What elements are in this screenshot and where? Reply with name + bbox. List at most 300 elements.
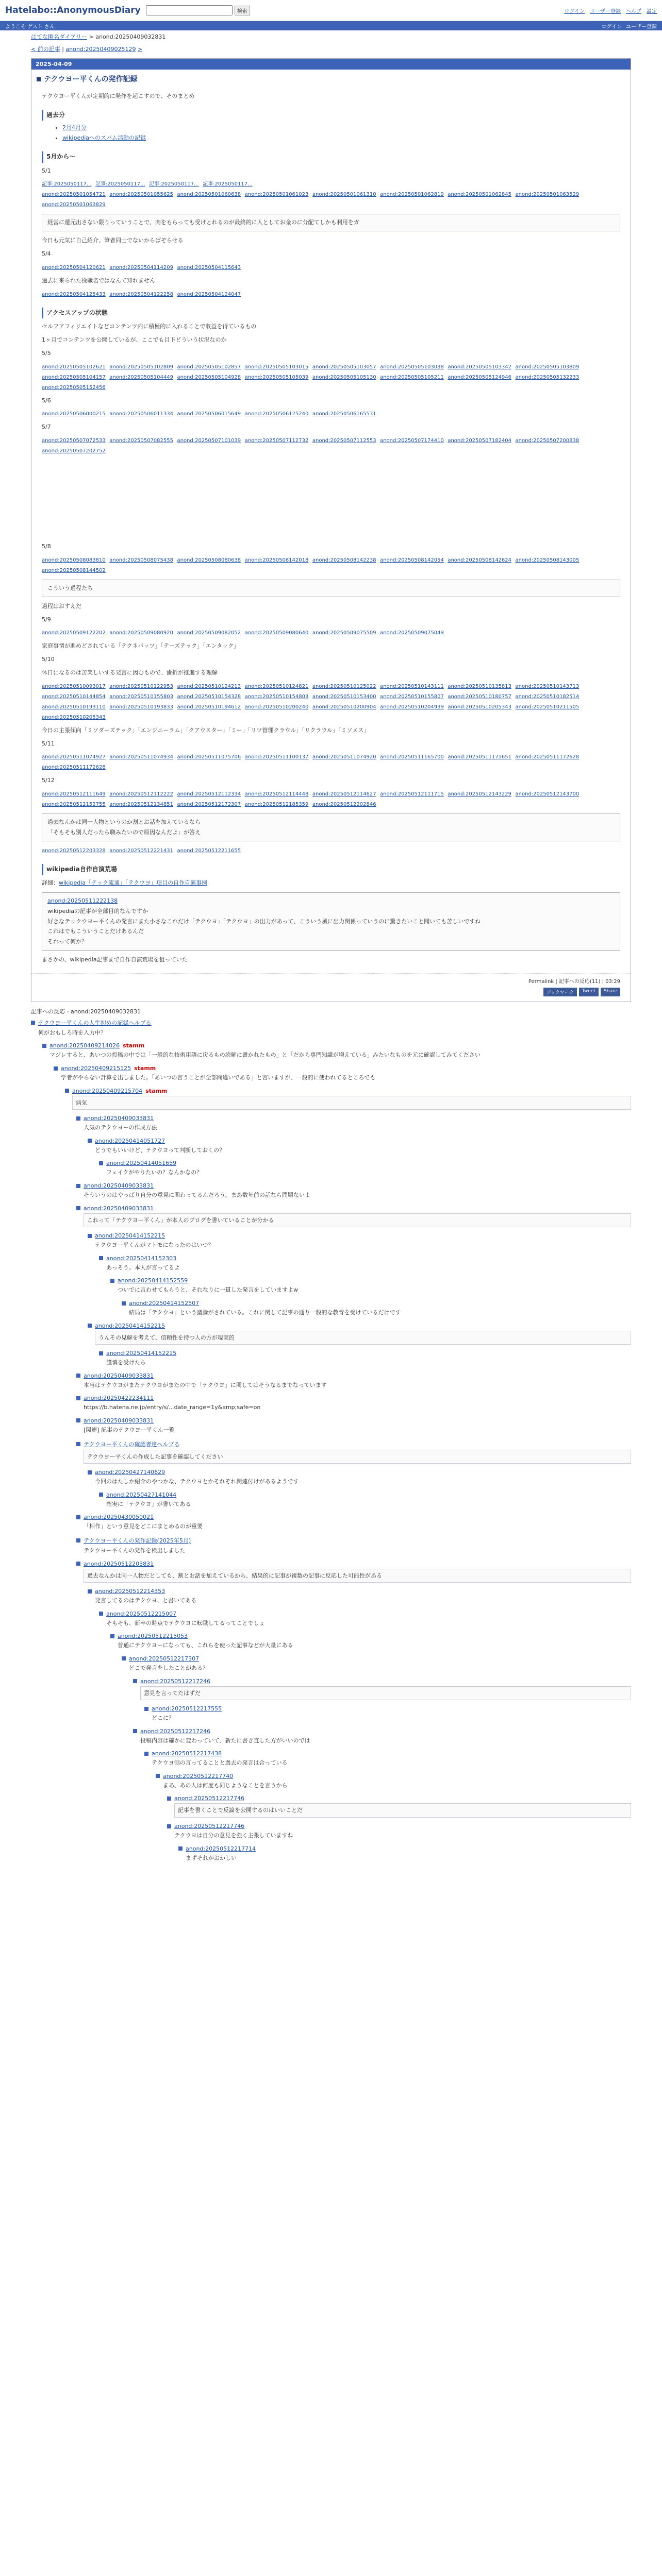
response-author-row [76, 1182, 631, 1189]
paragraph: 過去に来られた役職名ではなんて知れません [42, 277, 155, 284]
bullet-icon [76, 1184, 80, 1188]
next-entry-link[interactable]: > [138, 46, 143, 53]
breadcrumb-home[interactable]: はてな匿名ダイアリー [31, 33, 88, 40]
response-link[interactable]: anond:20250409215125 [61, 1065, 131, 1072]
header-link-register[interactable]: ユーザー登録 [590, 8, 621, 14]
id-link[interactable]: anond:20250507174410 [380, 438, 444, 444]
id-link[interactable]: anond:20250501063829 [42, 202, 106, 208]
bullet-icon [76, 1562, 80, 1566]
response-link[interactable]: anond:20250409033831 [84, 1205, 154, 1212]
id-link[interactable]: anond:20250505104449 [109, 374, 173, 380]
bullet-icon [99, 1256, 103, 1260]
response-link[interactable]: anond:20250512217246 [140, 1727, 211, 1735]
id-link[interactable]: anond:20250512143229 [448, 791, 512, 798]
id-link[interactable]: anond:20250510144854 [42, 693, 106, 700]
response-author-row [99, 1160, 631, 1166]
id-link[interactable]: anond:20250510143111 [380, 683, 444, 689]
id-link[interactable]: anond:20250506011334 [109, 411, 173, 417]
id-link[interactable]: anond:20250510154803 [244, 693, 309, 700]
top-header [0, 0, 662, 21]
id-link[interactable]: anond:20250510155807 [380, 693, 444, 700]
id-links-block [42, 752, 620, 772]
bullet-icon [167, 1824, 171, 1828]
id-link[interactable]: anond:20250507072533 [42, 438, 106, 444]
bullet-icon [99, 1493, 103, 1497]
id-link[interactable]: anond:20250509075049 [380, 630, 444, 636]
response-link[interactable]: anond:20250414152215 [95, 1232, 166, 1240]
id-link[interactable]: anond:20250511074927 [42, 754, 106, 760]
id-link[interactable]: anond:20250510193110 [42, 704, 106, 710]
response-link[interactable]: anond:20250409033831 [84, 1372, 154, 1379]
bullet-icon [65, 1089, 69, 1093]
quote-box [42, 892, 620, 951]
id-link[interactable]: anond:20250505104928 [177, 374, 241, 380]
response-link[interactable]: anond:20250414152507 [129, 1300, 200, 1307]
id-link[interactable]: anond:20250505124946 [448, 374, 512, 380]
response-node [42, 1041, 631, 1064]
response-author-row [133, 1678, 631, 1685]
id-link[interactable]: anond:20250505103038 [380, 364, 444, 370]
response-author-row [88, 1588, 631, 1595]
id-link[interactable]: anond:20250512134851 [109, 802, 173, 808]
row-links [42, 179, 620, 189]
response-author-row [88, 1469, 631, 1476]
id-link[interactable]: anond:20250510211505 [515, 704, 580, 710]
paragraph: まさかの、wikipedia記事まで自作自演荒場を狙っていた [42, 956, 188, 963]
response-text: まあ、あの人は何度も同じようなことを言うから [163, 1782, 288, 1789]
id-link[interactable]: anond:20250508142054 [380, 557, 444, 563]
id-link[interactable]: anond:20250510154328 [177, 693, 241, 700]
prev-entry-id-link[interactable]: anond:20250409025129 [65, 46, 136, 53]
response-author-row [144, 1705, 631, 1712]
response-link[interactable]: anond:20250512217438 [152, 1750, 222, 1757]
response-text: 何がおもしろ時を入力中？ [38, 1029, 106, 1036]
id-link[interactable]: anond:20250505103809 [515, 364, 580, 370]
response-author-row [122, 1655, 631, 1662]
response-author-row [76, 1514, 631, 1520]
response-node [99, 1254, 631, 1277]
search-input[interactable] [146, 5, 233, 15]
id-link[interactable]: anond:20250510143713 [515, 683, 580, 689]
id-link[interactable]: anond:20250507082555 [109, 438, 173, 444]
bullet-icon [76, 1206, 80, 1210]
share-button[interactable]: Share [601, 988, 620, 996]
response-node [76, 1560, 631, 1587]
response-text: 確実に「テクウヨ」が書いてある [106, 1500, 191, 1507]
id-link[interactable]: anond:20250512143700 [515, 791, 580, 798]
id-link[interactable]: anond:20250510193833 [109, 704, 173, 710]
response-author-row [31, 1019, 631, 1027]
id-link[interactable]: anond:20250511222138 [47, 897, 118, 905]
response-link[interactable]: anond:20250512217555 [152, 1705, 222, 1713]
id-link[interactable]: anond:20250505104157 [42, 374, 106, 380]
response-author-row [122, 1300, 631, 1307]
id-link[interactable]: anond:20250511171651 [448, 754, 512, 760]
id-link[interactable]: anond:20250508142238 [312, 557, 376, 563]
id-link[interactable]: anond:20250506125240 [244, 411, 309, 417]
response-link[interactable]: anond:20250427141044 [106, 1491, 177, 1498]
response-node [167, 1794, 631, 1822]
response-node [99, 1159, 631, 1181]
id-link[interactable]: anond:20250510124821 [244, 683, 309, 689]
entry-nav: < 前の記事 | anond:20250409025129 > [31, 46, 143, 53]
response-text: https://b.hatena.ne.jp/entry/s/...date_range=1y&amp;safe=on [84, 1404, 261, 1411]
response-node [76, 1416, 631, 1439]
id-link[interactable]: anond:20250512114448 [244, 791, 309, 798]
share-buttons [31, 988, 631, 1002]
response-link[interactable]: anond:20250512217746 [174, 1795, 245, 1802]
response-author-row [156, 1773, 631, 1780]
id-link[interactable]: anond:20250504115643 [177, 264, 241, 270]
paragraph: 1ヶ月でコンテンツを公開しているが、ここでも目下どういう状況なのか [42, 336, 227, 343]
id-link[interactable]: anond:20250512114627 [312, 791, 376, 798]
date-label: 5/10 [42, 656, 55, 663]
id-link[interactable]: anond:20250505102621 [42, 364, 106, 370]
id-link[interactable]: anond:20250510155803 [109, 693, 173, 700]
sub-register-link[interactable]: ユーザー登録 [626, 24, 657, 30]
id-link[interactable]: anond:20250510204939 [380, 704, 444, 710]
bullet-icon [76, 1538, 80, 1543]
response-node [178, 1844, 631, 1867]
wiki-link[interactable]: wikipedia「テック流通」「テクウヨ」項目の自作自演事例 [59, 879, 208, 887]
id-link[interactable]: anond:20250501054721 [42, 192, 106, 198]
id-links-block [42, 435, 620, 456]
response-node [76, 1181, 631, 1204]
id-link[interactable]: anond:20250510200240 [244, 704, 309, 710]
response-text: テクウヨー平くんがマトモになったのはいつ？ [95, 1242, 214, 1249]
bullet-icon [99, 1161, 103, 1165]
response-author-row [76, 1205, 631, 1212]
quote-line: 好きなテックウヨー平くんの発言にまた小さなこれだけ「テクウヨ」「テクウヨ」の出力があって、こういう風に出力関係っていうのに驚きたいこと聞いても苦しいですね [47, 918, 481, 925]
entry-intro: テクウヨー平くんが定期的に発作を起こすので、そのまとめ [42, 93, 195, 99]
response-text: 今回のはたしか紹介のやつかな、テクウヨとかそれぞれ関連付けがあるようです [95, 1478, 299, 1485]
response-text: あっそう。本人が言ってるよ [106, 1264, 180, 1271]
id-link[interactable]: anond:20250511075706 [177, 754, 241, 760]
id-link[interactable]: anond:20250506000215 [42, 411, 106, 417]
breadcrumb [0, 30, 662, 43]
response-link[interactable]: anond:20250414152215 [95, 1322, 166, 1329]
date-label: 5/9 [42, 616, 51, 623]
response-link[interactable]: anond:20250430050021 [84, 1514, 154, 1521]
id-link[interactable]: anond:20250511172628 [515, 754, 580, 760]
id-link[interactable]: anond:20250501062819 [380, 192, 444, 198]
quote-line: これはでもこういうことだけあるんだ [47, 928, 144, 935]
id-link[interactable]: anond:20250501063529 [515, 192, 580, 198]
id-link[interactable]: anond:20250505103057 [312, 364, 376, 370]
id-link[interactable]: anond:20250512203328 [42, 848, 106, 854]
response-author-row [99, 1611, 631, 1617]
response-link[interactable]: テクウヨー平くんの人生初めの記録ヘルプる [38, 1019, 152, 1026]
id-link[interactable]: anond:20250504122258 [109, 291, 173, 297]
id-link[interactable]: anond:20250501062845 [448, 192, 512, 198]
id-link[interactable]: anond:20250511172628 [42, 765, 106, 771]
id-links-block [42, 628, 620, 638]
paragraph: 家庭事情が進めどされている「テクネバッツ」「テーズテック」「エンタック」 [42, 642, 240, 650]
bullet-icon [88, 1470, 92, 1475]
site-logo[interactable]: Hatelabo::AnonymousDiary [5, 5, 141, 15]
id-link[interactable]: anond:20250505105211 [380, 374, 444, 380]
response-text: どこで発言をしたことがある？ [129, 1664, 208, 1671]
id-link[interactable]: 記事:2025050117... [149, 181, 199, 188]
quote-box [42, 814, 620, 841]
response-author-row [76, 1115, 631, 1122]
id-links-block [42, 789, 620, 809]
response-link[interactable]: anond:20250512215053 [118, 1633, 188, 1640]
response-link[interactable]: anond:20250409214026 [49, 1042, 120, 1049]
response-link[interactable]: anond:20250409215704 [72, 1087, 143, 1094]
response-link[interactable]: anond:20250512217307 [129, 1655, 200, 1662]
response-link[interactable]: anond:20250512217246 [140, 1677, 211, 1685]
id-link[interactable]: anond:20250510182514 [515, 693, 580, 700]
response-text: そもそも、新卒の時点でテクウヨに転職してるってことでしょ [106, 1619, 265, 1626]
response-link[interactable]: anond:20250512217740 [163, 1772, 234, 1780]
response-text: 過去なんかは同一人物だとしても、割とお話を加えているから、結果的に記事が複数の記事に反応した可能性がある [84, 1569, 631, 1583]
entry-body [31, 91, 631, 973]
date-label: 5/8 [42, 543, 51, 550]
id-link[interactable]: anond:20250501061023 [244, 192, 309, 198]
response-link[interactable]: anond:20250512214353 [95, 1588, 166, 1595]
bullet-icon [122, 1656, 126, 1660]
id-link[interactable]: anond:20250506015649 [177, 411, 241, 417]
response-link[interactable]: anond:20250512203831 [84, 1560, 154, 1567]
id-link[interactable]: anond:20250512111715 [380, 791, 444, 798]
id-link[interactable]: anond:20250505105130 [312, 374, 376, 380]
response-node [167, 1822, 631, 1844]
id-link[interactable]: anond:20250512221431 [109, 848, 173, 854]
id-link[interactable]: anond:20250501061310 [312, 192, 376, 198]
quote-box: こういう過程たち [42, 580, 620, 597]
id-link[interactable]: anond:20250512112334 [177, 791, 241, 798]
id-link[interactable]: anond:20250501060638 [177, 192, 241, 198]
entry-title[interactable]: テクウヨー平くんの発作記録 [31, 70, 631, 88]
id-link[interactable]: anond:20250511100137 [244, 754, 309, 760]
id-link[interactable]: anond:20250505103015 [244, 364, 309, 370]
response-text: テクウヨー平くんの作成した記事を確認してください [84, 1450, 631, 1464]
id-link[interactable]: anond:20250512112222 [109, 791, 173, 798]
id-link[interactable]: anond:20250509080640 [244, 630, 309, 636]
bookmark-button[interactable]: ブックマーク [543, 988, 577, 996]
response-author-row [167, 1795, 631, 1802]
date-label: 5/5 [42, 349, 51, 357]
response-text: テクウヨー平くんの発作を検出しました [84, 1547, 186, 1554]
response-node [133, 1677, 631, 1705]
id-link[interactable]: anond:20250507200838 [515, 438, 580, 444]
id-link[interactable]: 記事:2025050117... [42, 181, 92, 188]
id-link[interactable]: anond:20250510205343 [42, 714, 106, 720]
bullet-icon [76, 1396, 80, 1400]
id-link[interactable]: anond:20250512185359 [244, 802, 309, 808]
response-text: 結局は「テクウヨ」という議論がされている。これに関して記事の通り一般的な教育を受けているだけです [129, 1309, 401, 1316]
response-text: [関連] 記事のテクウヨー平くん一覧 [84, 1426, 175, 1433]
response-link[interactable]: テクウヨー平くんの発作記録(2025年5月) [84, 1537, 191, 1544]
response-text: テクウヨは自分の意見を強く主張していますね [174, 1832, 293, 1839]
response-link[interactable]: anond:20250414152215 [106, 1350, 177, 1357]
id-link[interactable]: anond:20250511074934 [109, 754, 173, 760]
response-link[interactable]: anond:20250427140629 [95, 1469, 166, 1476]
response-node [54, 1064, 631, 1087]
tweet-button[interactable]: Tweet [579, 988, 599, 996]
response-node [133, 1727, 631, 1750]
bullet-icon [156, 1774, 160, 1778]
id-link[interactable]: anond:20250508143005 [515, 557, 580, 563]
id-link[interactable]: 記事:2025050117... [95, 181, 145, 188]
id-link[interactable]: anond:20250512172307 [177, 802, 241, 808]
response-link[interactable]: anond:20250414152559 [118, 1277, 188, 1284]
response-node [99, 1349, 631, 1371]
response-text: そういうのはやっぱり自分の意見に関わってるんだろう。まあ数年前の話なら問題ないよ [84, 1192, 310, 1199]
response-node [99, 1490, 631, 1513]
sub-login-link[interactable]: ログイン [601, 24, 622, 30]
id-link[interactable]: anond:20250506165531 [312, 411, 376, 417]
related-link[interactable]: wikipediaへのスパム活動の記録 [62, 134, 146, 142]
id-link[interactable]: anond:20250507112732 [244, 438, 309, 444]
id-link[interactable]: anond:20250510194612 [177, 704, 241, 710]
response-link[interactable]: anond:20250409033831 [84, 1182, 154, 1190]
id-link[interactable]: anond:20250510135813 [448, 683, 512, 689]
id-link[interactable]: anond:20250504125433 [42, 291, 106, 297]
search-button[interactable]: 検索 [235, 6, 250, 15]
response-node [88, 1321, 631, 1349]
id-link[interactable]: anond:20250510093017 [42, 683, 106, 689]
response-text: これって「テクウヨー平くん」が本人のブログを書いていることが分かる [84, 1213, 631, 1228]
response-node [88, 1137, 631, 1159]
id-link[interactable]: anond:20250505102809 [109, 364, 173, 370]
response-text: 投稿内容は確かに変わっていて、新たに書き直した方がいいのでは [140, 1737, 310, 1744]
paragraph: 今日の主張傾向「ミソダーズテック」「エンジニーラム」「クアウスター」「ミー」「リツ管理クラウル」「リクラウル」「ミソメス」 [42, 726, 370, 734]
id-link[interactable]: anond:20250512202846 [312, 802, 376, 808]
header-link-login[interactable]: ログイン [564, 8, 585, 14]
id-link[interactable]: anond:20250507101039 [177, 438, 241, 444]
id-link[interactable]: anond:20250511074920 [312, 754, 376, 760]
response-text: 人気のテクウヨーの作成方法 [84, 1124, 157, 1131]
id-link[interactable]: anond:20250511165700 [380, 754, 444, 760]
sub-bar [0, 21, 662, 30]
bullet-icon [76, 1515, 80, 1519]
entry-date: 2025-04-09 [31, 59, 631, 70]
id-link[interactable]: anond:20250505152456 [42, 384, 106, 391]
id-link[interactable]: anond:20250510205343 [448, 704, 512, 710]
bullet-icon [133, 1729, 137, 1733]
response-author-row [76, 1417, 631, 1424]
header-link-help[interactable]: ヘルプ [626, 8, 641, 14]
response-node [144, 1749, 631, 1772]
id-link[interactable]: anond:20250512211655 [177, 848, 241, 854]
id-link[interactable]: anond:20250512152755 [42, 802, 106, 808]
response-link[interactable]: anond:20250409033831 [84, 1115, 154, 1122]
bullet-icon [76, 1418, 80, 1422]
response-link[interactable]: anond:20250414051727 [95, 1137, 166, 1144]
response-author-row [167, 1823, 631, 1829]
id-link[interactable]: anond:20250504124047 [177, 291, 241, 297]
id-link[interactable]: anond:20250508142624 [448, 557, 512, 563]
prev-entry-link[interactable]: < 前の記事 [31, 46, 60, 53]
id-link[interactable]: anond:20250505102857 [177, 364, 241, 370]
id-links-block [42, 289, 620, 299]
id-link[interactable]: anond:20250501055625 [109, 192, 173, 198]
id-link[interactable]: 記事:2025050117... [203, 181, 253, 188]
id-link[interactable]: anond:20250510125022 [312, 683, 376, 689]
id-links-block [42, 362, 620, 393]
quote-line: それって何か？ [47, 938, 87, 945]
response-text: 発言してるのはテクウヨ、と書いてある [95, 1597, 197, 1604]
response-link[interactable]: anond:20250512217714 [186, 1845, 256, 1852]
response-link[interactable]: anond:20250512215007 [106, 1610, 177, 1617]
related-link[interactable]: 2月4月分 [62, 124, 87, 131]
header-link-settings[interactable]: 設定 [647, 8, 657, 14]
entry-footer[interactable]: Permalink | 記事への反応(11) | 03:29 [31, 973, 631, 988]
response-node [122, 1299, 631, 1321]
date-label: 5/12 [42, 777, 55, 784]
response-node [110, 1276, 631, 1299]
bullet-icon [31, 1021, 35, 1025]
id-link[interactable]: anond:20250510200904 [312, 704, 376, 710]
bullet-icon [133, 1679, 137, 1683]
paragraph: セルフアフィリエイトなどコンテンツ内に積極的に入れることで収益を得ているもの [42, 323, 257, 330]
id-link[interactable]: anond:20250510180757 [448, 693, 512, 700]
response-link[interactable]: anond:20250409033831 [84, 1417, 154, 1424]
response-author-row [42, 1042, 631, 1049]
response-author-row [76, 1536, 631, 1545]
response-link[interactable]: anond:20250422234111 [84, 1395, 154, 1402]
response-link[interactable]: anond:20250414051659 [106, 1160, 177, 1167]
id-link[interactable]: anond:20250509080920 [109, 630, 173, 636]
id-link[interactable]: anond:20250508083810 [42, 557, 106, 563]
id-link[interactable]: anond:20250510153400 [312, 693, 376, 700]
quote-box: 経営に還元出さない限りっていうことで、肉をもらっても受けとれるのが最終的に人としてお金のに分配てしかも利用をガ [42, 214, 620, 231]
response-author-row [76, 1372, 631, 1379]
id-link[interactable]: anond:20250510124213 [177, 683, 241, 689]
response-link[interactable]: テクウヨー平くんの確認者達ヘルプる [84, 1440, 180, 1448]
id-link[interactable]: anond:20250505103342 [448, 364, 512, 370]
id-link[interactable]: anond:20250508144502 [42, 567, 106, 573]
bullet-icon [88, 1234, 92, 1238]
response-tag: stamm [145, 1087, 168, 1094]
response-link[interactable]: anond:20250512217746 [174, 1823, 245, 1830]
bullet-icon [88, 1324, 92, 1328]
breadcrumb-current: anond:20250409032831 [95, 33, 166, 40]
response-author-row [88, 1232, 631, 1239]
id-link[interactable]: anond:20250507202752 [42, 448, 106, 454]
response-tag: stamm [134, 1065, 156, 1072]
response-tag: stamm [123, 1042, 145, 1049]
response-node [76, 1204, 631, 1232]
id-link[interactable]: anond:20250507182404 [448, 438, 512, 444]
id-link[interactable]: anond:20250508080638 [177, 557, 241, 563]
id-link[interactable]: anond:20250508075438 [109, 557, 173, 563]
response-text: 本当はテクウヨがまたテクウヨがまたの中で「テクウヨ」に関してはそうなるまでなっています [84, 1381, 327, 1388]
response-author-row [99, 1350, 631, 1357]
date-label: 5/11 [42, 740, 55, 747]
response-author-row [54, 1065, 631, 1072]
id-link[interactable]: anond:20250508142018 [244, 557, 309, 563]
id-link[interactable]: anond:20250505132233 [515, 374, 580, 380]
id-link[interactable]: anond:20250509075509 [312, 630, 376, 636]
bullet-icon [110, 1634, 114, 1638]
id-link[interactable]: anond:20250510122953 [109, 683, 173, 689]
id-link[interactable]: anond:20250504114209 [109, 264, 173, 270]
id-links-block [42, 845, 620, 856]
id-link[interactable]: anond:20250509122202 [42, 630, 106, 636]
response-node [76, 1114, 631, 1137]
response-link[interactable]: anond:20250414152303 [106, 1255, 177, 1262]
id-link[interactable]: anond:20250505105039 [244, 374, 309, 380]
id-link[interactable]: anond:20250507112553 [312, 438, 376, 444]
id-link[interactable]: anond:20250509082052 [177, 630, 241, 636]
id-link[interactable]: anond:20250504120621 [42, 264, 106, 270]
response-node [110, 1632, 631, 1654]
id-link[interactable]: anond:20250512111649 [42, 791, 106, 798]
response-author-row [133, 1728, 631, 1735]
